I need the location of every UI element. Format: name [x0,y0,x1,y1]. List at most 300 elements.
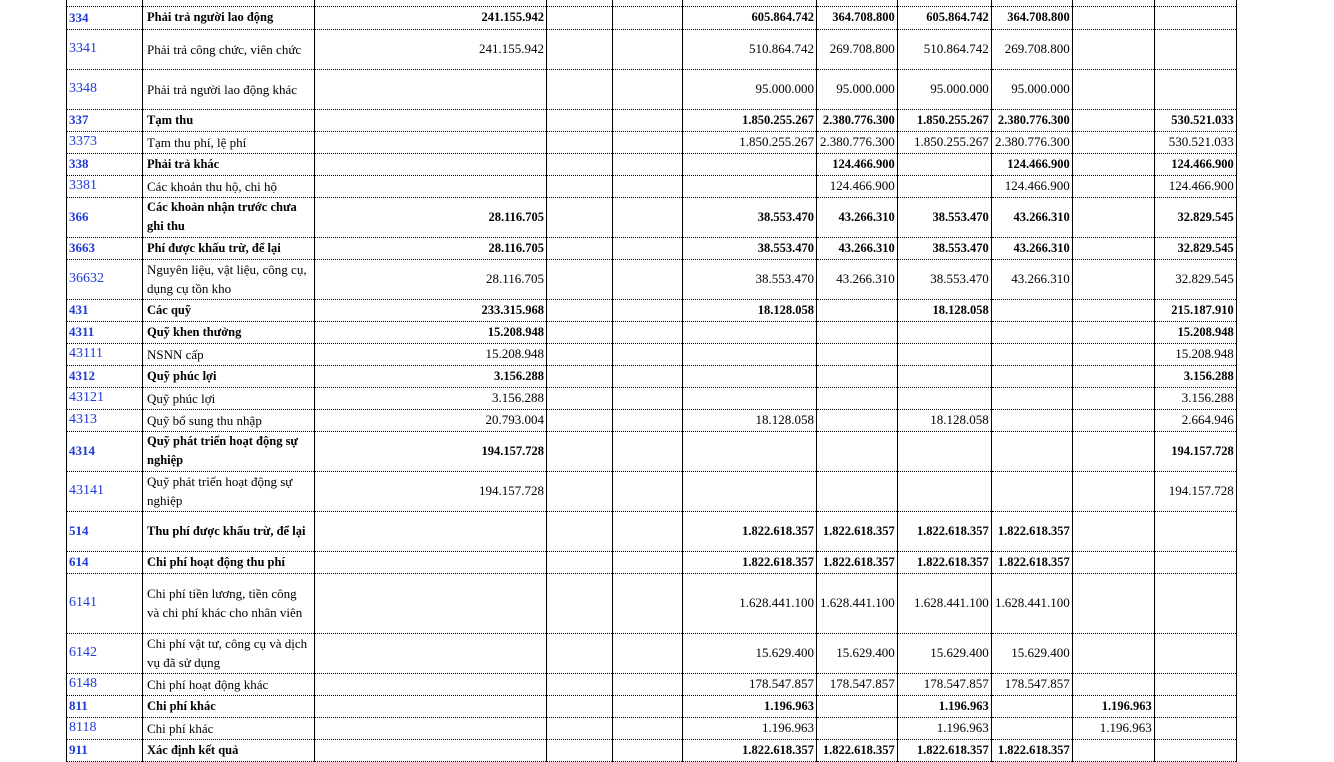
amount-cell [547,673,613,695]
amount-cell: 1.822.618.357 [683,511,817,551]
amount-cell: 95.000.000 [897,69,991,109]
amount-cell: 18.128.058 [683,409,817,431]
ledger-table [66,0,1237,762]
amount-cell: 269.708.800 [817,29,898,69]
amount-cell [1072,259,1154,299]
amount-cell: 1.822.618.357 [991,739,1072,761]
amount-cell: 269.708.800 [991,29,1072,69]
amount-cell: 194.157.728 [1154,471,1236,511]
amount-cell [613,197,683,237]
amount-cell [547,739,613,761]
account-name: Quỹ khen thưởng [143,321,315,343]
amount-cell [683,153,817,175]
amount-cell [1072,511,1154,551]
account-name: Chi phí tiền lương, tiền công và chi phí khác cho nhân viên [143,573,315,633]
amount-cell [613,69,683,109]
amount-cell [547,29,613,69]
table-row [67,153,1237,175]
amount-cell [817,431,898,471]
table-row [67,321,1237,343]
amount-cell: 194.157.728 [1154,431,1236,471]
amount-cell [315,673,547,695]
account-name: Tạm thu [143,109,315,131]
amount-cell: 95.000.000 [991,69,1072,109]
amount-cell [547,695,613,717]
account-name: Phải trả công chức, viên chức [143,29,315,69]
amount-cell [1072,471,1154,511]
amount-cell: 124.466.900 [1154,175,1236,197]
amount-cell [547,6,613,29]
amount-cell [1072,387,1154,409]
amount-cell [547,633,613,673]
amount-cell [1072,409,1154,431]
account-name: NSNN cấp [143,343,315,365]
amount-cell: 1.822.618.357 [683,551,817,573]
amount-cell: 43.266.310 [817,237,898,259]
amount-cell [613,109,683,131]
amount-cell: 1.850.255.267 [683,131,817,153]
amount-cell: 15.629.400 [897,633,991,673]
amount-cell [547,717,613,739]
table-row [67,29,1237,69]
amount-cell [315,573,547,633]
amount-cell: 1.196.963 [897,695,991,717]
amount-cell: 95.000.000 [817,69,898,109]
account-name: Các quỹ [143,299,315,321]
amount-cell: 32.829.545 [1154,237,1236,259]
amount-cell: 2.380.776.300 [991,109,1072,131]
amount-cell [897,175,991,197]
amount-cell: 364.708.800 [817,6,898,29]
amount-cell [1072,29,1154,69]
amount-cell [1154,633,1236,673]
amount-cell [817,717,898,739]
amount-cell [1154,739,1236,761]
amount-cell [817,343,898,365]
amount-cell [547,511,613,551]
amount-cell: 178.547.857 [897,673,991,695]
account-code: 366 [67,197,143,237]
amount-cell [315,69,547,109]
amount-cell [1072,431,1154,471]
amount-cell [315,153,547,175]
amount-cell: 241.155.942 [315,6,547,29]
amount-cell [1072,6,1154,29]
amount-cell [1072,321,1154,343]
account-code: 811 [67,695,143,717]
table-row [67,695,1237,717]
amount-cell [991,387,1072,409]
amount-cell [897,431,991,471]
account-code: 6142 [67,633,143,673]
account-code: 334 [67,6,143,29]
amount-cell [315,739,547,761]
amount-cell: 15.208.948 [315,343,547,365]
amount-cell [991,409,1072,431]
amount-cell [613,431,683,471]
amount-cell [1072,153,1154,175]
amount-cell: 1.822.618.357 [817,551,898,573]
account-code: 4313 [67,409,143,431]
amount-cell [1154,69,1236,109]
amount-cell: 28.116.705 [315,237,547,259]
amount-cell: 3.156.288 [1154,387,1236,409]
amount-cell [613,237,683,259]
account-code: 3341 [67,29,143,69]
amount-cell [817,365,898,387]
amount-cell [315,695,547,717]
amount-cell: 3.156.288 [1154,365,1236,387]
table-row [67,109,1237,131]
table-row [67,365,1237,387]
amount-cell [1154,511,1236,551]
amount-cell [1154,695,1236,717]
amount-cell: 38.553.470 [897,237,991,259]
amount-cell: 530.521.033 [1154,131,1236,153]
amount-cell [613,739,683,761]
account-name: Xác định kết quả [143,739,315,761]
amount-cell [547,343,613,365]
amount-cell [547,237,613,259]
amount-cell: 124.466.900 [991,153,1072,175]
account-code: 338 [67,153,143,175]
amount-cell [613,673,683,695]
amount-cell [613,717,683,739]
amount-cell: 2.380.776.300 [817,109,898,131]
table-row [67,175,1237,197]
amount-cell: 124.466.900 [991,175,1072,197]
amount-cell: 1.822.618.357 [817,739,898,761]
amount-cell [315,633,547,673]
amount-cell [613,695,683,717]
amount-cell: 43.266.310 [817,259,898,299]
amount-cell [547,131,613,153]
amount-cell [1072,633,1154,673]
amount-cell [1072,69,1154,109]
amount-cell [1072,299,1154,321]
account-name: Phải trả người lao động [143,6,315,29]
account-name: Quỹ phúc lợi [143,387,315,409]
account-name: Nguyên liệu, vật liệu, công cụ, dụng cụ tồn kho [143,259,315,299]
account-name: Chi phí hoạt động thu phí [143,551,315,573]
amount-cell [547,321,613,343]
amount-cell: 1.196.963 [897,717,991,739]
account-name: Phải trả người lao động khác [143,69,315,109]
amount-cell [1154,573,1236,633]
amount-cell: 38.553.470 [897,197,991,237]
amount-cell [991,365,1072,387]
amount-cell [1072,739,1154,761]
amount-cell [897,471,991,511]
account-code: 337 [67,109,143,131]
amount-cell [1072,131,1154,153]
account-code: 3381 [67,175,143,197]
account-name: Quỹ phúc lợi [143,365,315,387]
amount-cell: 3.156.288 [315,387,547,409]
amount-cell: 124.466.900 [1154,153,1236,175]
amount-cell: 1.628.441.100 [683,573,817,633]
amount-cell [613,573,683,633]
amount-cell [817,387,898,409]
table-row [67,431,1237,471]
amount-cell: 124.466.900 [817,175,898,197]
amount-cell: 2.380.776.300 [817,131,898,153]
account-code: 36632 [67,259,143,299]
amount-cell: 1.628.441.100 [817,573,898,633]
amount-cell [817,695,898,717]
table-row [67,197,1237,237]
account-name: Các khoản nhận trước chưa ghi thu [143,197,315,237]
amount-cell: 1.628.441.100 [991,573,1072,633]
amount-cell [897,343,991,365]
amount-cell: 1.822.618.357 [897,511,991,551]
amount-cell: 15.208.948 [315,321,547,343]
amount-cell [683,387,817,409]
amount-cell: 178.547.857 [991,673,1072,695]
amount-cell [547,69,613,109]
account-code: 3348 [67,69,143,109]
amount-cell: 510.864.742 [897,29,991,69]
amount-cell [613,551,683,573]
amount-cell: 1.822.618.357 [991,511,1072,551]
amount-cell: 38.553.470 [683,259,817,299]
amount-cell: 38.553.470 [897,259,991,299]
table-row [67,237,1237,259]
amount-cell [613,321,683,343]
amount-cell [315,131,547,153]
account-name: Các khoản thu hộ, chi hộ [143,175,315,197]
account-name: Quỹ phát triển hoạt động sự nghiệp [143,431,315,471]
amount-cell [1154,673,1236,695]
amount-cell [613,153,683,175]
account-code: 8118 [67,717,143,739]
amount-cell: 15.629.400 [683,633,817,673]
table-row [67,409,1237,431]
amount-cell: 15.208.948 [1154,343,1236,365]
account-code: 911 [67,739,143,761]
amount-cell [1072,237,1154,259]
amount-cell [991,431,1072,471]
amount-cell: 43.266.310 [991,197,1072,237]
amount-cell: 1.850.255.267 [897,131,991,153]
amount-cell [315,511,547,551]
account-code: 514 [67,511,143,551]
amount-cell [991,471,1072,511]
amount-cell: 18.128.058 [897,299,991,321]
amount-cell [547,365,613,387]
amount-cell [1072,365,1154,387]
amount-cell [613,343,683,365]
account-name: Chi phí vật tư, công cụ và dịch vụ đã sử dụng [143,633,315,673]
table-row [67,131,1237,153]
amount-cell: 241.155.942 [315,29,547,69]
amount-cell [1154,551,1236,573]
amount-cell: 2.664.946 [1154,409,1236,431]
table-row [67,739,1237,761]
amount-cell [1072,109,1154,131]
amount-cell [613,6,683,29]
amount-cell [547,153,613,175]
amount-cell [897,321,991,343]
account-code: 431 [67,299,143,321]
account-code: 3663 [67,237,143,259]
amount-cell: 20.793.004 [315,409,547,431]
account-name: Quỹ bổ sung thu nhập [143,409,315,431]
amount-cell [613,299,683,321]
amount-cell [991,695,1072,717]
amount-cell [683,321,817,343]
amount-cell: 1.196.963 [1072,717,1154,739]
table-row [67,471,1237,511]
amount-cell: 3.156.288 [315,365,547,387]
amount-cell: 124.466.900 [817,153,898,175]
table-row [67,6,1237,29]
amount-cell [547,431,613,471]
amount-cell: 1.196.963 [683,717,817,739]
amount-cell [547,387,613,409]
account-code: 3373 [67,131,143,153]
amount-cell [613,365,683,387]
table-row [67,511,1237,551]
amount-cell [613,471,683,511]
account-code: 4314 [67,431,143,471]
account-code: 6148 [67,673,143,695]
amount-cell [1154,29,1236,69]
table-row [67,69,1237,109]
amount-cell [683,343,817,365]
amount-cell [683,175,817,197]
amount-cell: 38.553.470 [683,237,817,259]
table-row [67,343,1237,365]
amount-cell [315,109,547,131]
account-code: 43121 [67,387,143,409]
amount-cell [547,197,613,237]
amount-cell [683,471,817,511]
amount-cell [817,409,898,431]
account-code: 4312 [67,365,143,387]
account-name: Tạm thu phí, lệ phí [143,131,315,153]
amount-cell: 95.000.000 [683,69,817,109]
amount-cell [1154,6,1236,29]
amount-cell: 15.208.948 [1154,321,1236,343]
amount-cell: 43.266.310 [817,197,898,237]
account-code: 6141 [67,573,143,633]
amount-cell [613,409,683,431]
amount-cell [547,259,613,299]
amount-cell [817,321,898,343]
amount-cell [991,717,1072,739]
amount-cell: 15.629.400 [817,633,898,673]
amount-cell: 233.315.968 [315,299,547,321]
amount-cell: 18.128.058 [683,299,817,321]
table-row [67,551,1237,573]
amount-cell: 1.822.618.357 [683,739,817,761]
amount-cell: 605.864.742 [897,6,991,29]
amount-cell [315,175,547,197]
account-code: 4311 [67,321,143,343]
amount-cell [613,259,683,299]
amount-cell: 43.266.310 [991,259,1072,299]
amount-cell: 18.128.058 [897,409,991,431]
amount-cell: 32.829.545 [1154,197,1236,237]
amount-cell: 178.547.857 [683,673,817,695]
amount-cell: 1.822.618.357 [991,551,1072,573]
account-name: Chi phí hoạt động khác [143,673,315,695]
account-name: Phí được khấu trừ, để lại [143,237,315,259]
amount-cell: 28.116.705 [315,259,547,299]
amount-cell: 530.521.033 [1154,109,1236,131]
amount-cell [613,511,683,551]
amount-cell: 194.157.728 [315,471,547,511]
amount-cell [547,299,613,321]
amount-cell: 1.628.441.100 [897,573,991,633]
amount-cell [991,299,1072,321]
amount-cell [991,321,1072,343]
amount-cell [547,409,613,431]
account-name: Phải trả khác [143,153,315,175]
amount-cell: 510.864.742 [683,29,817,69]
amount-cell [1072,673,1154,695]
amount-cell [547,109,613,131]
amount-cell [547,471,613,511]
amount-cell: 28.116.705 [315,197,547,237]
amount-cell [1072,573,1154,633]
amount-cell [613,175,683,197]
amount-cell: 1.196.963 [1072,695,1154,717]
table-row [67,673,1237,695]
amount-cell: 605.864.742 [683,6,817,29]
amount-cell [683,431,817,471]
account-code: 614 [67,551,143,573]
account-name: Chi phí khác [143,695,315,717]
table-row [67,633,1237,673]
amount-cell [1154,717,1236,739]
ledger-body [67,0,1237,761]
amount-cell: 364.708.800 [991,6,1072,29]
amount-cell [1072,175,1154,197]
amount-cell [613,633,683,673]
amount-cell: 32.829.545 [1154,259,1236,299]
amount-cell [547,551,613,573]
table-row [67,573,1237,633]
account-code: 43111 [67,343,143,365]
account-name: Quỹ phát triển hoạt động sự nghiệp [143,471,315,511]
table-row [67,717,1237,739]
account-name: Thu phí được khấu trừ, để lại [143,511,315,551]
amount-cell [547,175,613,197]
amount-cell: 1.822.618.357 [897,551,991,573]
amount-cell: 194.157.728 [315,431,547,471]
amount-cell: 215.187.910 [1154,299,1236,321]
amount-cell [817,299,898,321]
amount-cell [1072,343,1154,365]
amount-cell [613,131,683,153]
amount-cell [613,387,683,409]
amount-cell [613,29,683,69]
account-code: 43141 [67,471,143,511]
table-row [67,259,1237,299]
amount-cell [897,153,991,175]
amount-cell: 43.266.310 [991,237,1072,259]
amount-cell [897,387,991,409]
amount-cell [1072,197,1154,237]
amount-cell: 1.850.255.267 [897,109,991,131]
amount-cell: 1.822.618.357 [817,511,898,551]
amount-cell [315,551,547,573]
amount-cell: 1.850.255.267 [683,109,817,131]
table-row [67,299,1237,321]
amount-cell: 2.380.776.300 [991,131,1072,153]
